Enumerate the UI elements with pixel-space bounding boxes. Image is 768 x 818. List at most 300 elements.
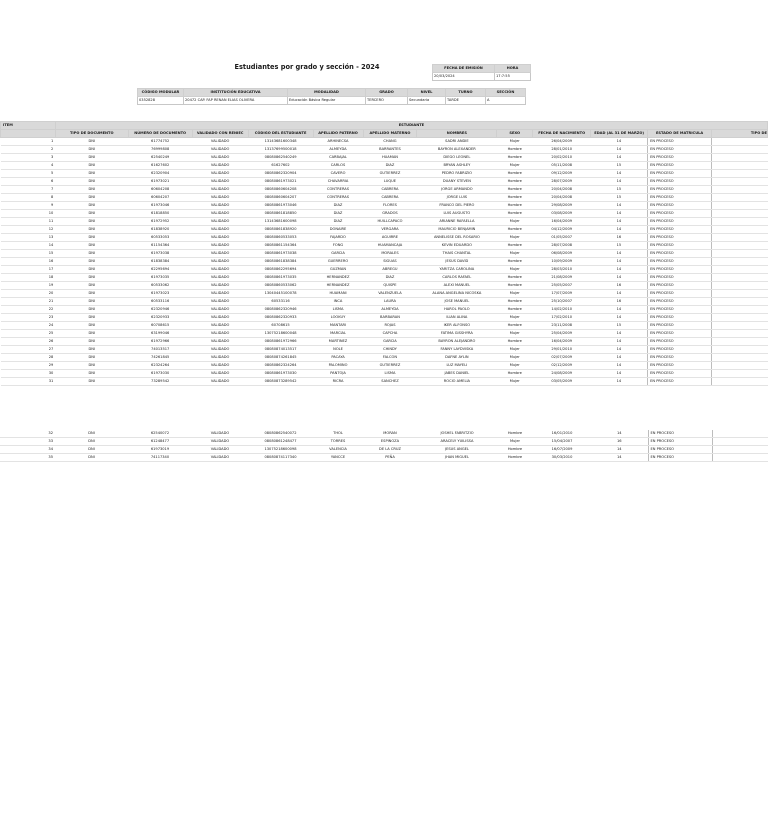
table-row: [1, 322, 768, 330]
cell-item: 18: [1, 274, 56, 282]
cell-item: 10: [1, 210, 56, 218]
cell-doc-type: DNI: [55, 378, 128, 386]
cell-sex: Mujer: [497, 218, 533, 226]
cell-doc-type: DNI: [55, 370, 128, 378]
cell-type: [712, 282, 768, 290]
cell-enrollment: EN PROCESO: [648, 242, 712, 250]
cell-sex: Mujer: [497, 346, 533, 354]
cell-age: 14: [591, 202, 648, 210]
cell-doc-number: 61973021: [128, 178, 192, 186]
cell-birthdate: 29/01/2010: [533, 346, 591, 354]
cell-enrollment: EN PROCESO: [648, 330, 712, 338]
cell-maternal: DE LA CRUZ: [363, 446, 417, 454]
cell-age: 14: [591, 178, 648, 186]
cell-paternal: ARHINECSA: [313, 138, 363, 146]
cell-birthdate: 09/12/2009: [533, 170, 591, 178]
cell-age: 14: [591, 218, 648, 226]
cell-age: 14: [591, 210, 648, 218]
school-value-row: [138, 97, 526, 105]
cell-enrollment: EN PROCESO: [648, 290, 712, 298]
table-row: [1, 202, 768, 210]
cell-doc-type: DNI: [55, 178, 128, 186]
cell-item: 1: [1, 138, 56, 146]
cell-age: 14: [591, 330, 648, 338]
cell-age: 14: [591, 274, 648, 282]
cell-paternal: HUAMANI: [313, 290, 363, 298]
cell-age: 16: [591, 234, 648, 242]
cell-doc-type: DNI: [55, 154, 128, 162]
cell-type: [712, 354, 768, 362]
cell-item: 2: [1, 146, 56, 154]
cell-names: JESUS ANGEL: [417, 446, 497, 454]
cell-reniec: VALIDADO: [192, 314, 248, 322]
cell-enrollment: EN PROCESO: [648, 162, 712, 170]
cell-student-code: 08080861973035: [248, 274, 313, 282]
cell-maternal: LUQUE: [363, 178, 417, 186]
cell-sex: Hombre: [497, 226, 533, 234]
cell-reniec: VALIDADO: [192, 186, 248, 194]
table-row: [1, 162, 768, 170]
cell-age: 14: [591, 354, 648, 362]
table-row: [1, 346, 768, 354]
cell-paternal: RICRA: [313, 378, 363, 386]
cell-enrollment: EN PROCESO: [648, 446, 712, 454]
school-level-header: NIVEL: [408, 89, 446, 97]
cell-type: [712, 218, 768, 226]
cell-type: [712, 226, 768, 234]
cell-names: FANNY LAYDVISKA: [417, 346, 497, 354]
table-row: [1, 226, 768, 234]
cell-sex: Hombre: [497, 146, 533, 154]
cell-reniec: VALIDADO: [192, 370, 248, 378]
cell-doc-number: 62295694: [128, 266, 192, 274]
cell-type: [712, 446, 768, 454]
cell-birthdate: 25/10/2007: [533, 298, 591, 306]
cell-doc-type: DNI: [55, 218, 128, 226]
cell-type: [712, 274, 768, 282]
cell-names: ILIAN ALINA: [417, 314, 497, 322]
cell-paternal: PANTOJA: [313, 370, 363, 378]
cell-paternal: CARBAJAL: [313, 154, 363, 162]
cell-names: IKER ALFONSO: [417, 322, 497, 330]
cell-age: 16: [591, 438, 648, 446]
cell-names: JORGE ARMANDO: [417, 186, 497, 194]
cell-birthdate: 20/04/2008: [533, 186, 591, 194]
cell-maternal: CHANG: [363, 138, 417, 146]
students-table-continued: [0, 430, 768, 462]
cell-age: 15: [591, 242, 648, 250]
cell-maternal: HUAMAN: [363, 154, 417, 162]
cell-enrollment: EN PROCESO: [648, 234, 712, 242]
cell-age: 14: [591, 306, 648, 314]
cell-doc-type: DNI: [55, 454, 128, 462]
cell-student-code: 08080861973046: [248, 202, 313, 210]
cell-birthdate: 23/11/2008: [533, 322, 591, 330]
cell-doc-type: DNI: [55, 346, 128, 354]
cell-sex: Mujer: [497, 354, 533, 362]
cell-maternal: CABRERA: [363, 186, 417, 194]
cell-doc-type: DNI: [55, 170, 128, 178]
cell-student-code: 08080860604208: [248, 186, 313, 194]
cell-birthdate: 03/05/2009: [533, 378, 591, 386]
emission-time: 17:7:55: [495, 73, 531, 81]
cell-student-code: 08080862320904: [248, 170, 313, 178]
cell-doc-number: 61973046: [128, 202, 192, 210]
cell-item: 4: [1, 162, 56, 170]
cell-item: 25: [1, 330, 56, 338]
page-title: Estudiantes por grado y sección - 2024: [234, 63, 380, 71]
table-row: [0, 446, 768, 454]
cell-enrollment: EN PROCESO: [648, 454, 712, 462]
col-paternal-header: APELLIDO PATERNO: [313, 130, 363, 138]
cell-type: [712, 154, 768, 162]
cell-doc-type: DNI: [55, 202, 128, 210]
cell-doc-number: 60533062: [128, 282, 192, 290]
cell-paternal: PACAYA: [313, 354, 363, 362]
cell-doc-number: 60533116: [128, 298, 192, 306]
table-row: [1, 258, 768, 266]
cell-doc-number: 61972952: [128, 218, 192, 226]
cell-birthdate: 20/04/2008: [533, 194, 591, 202]
cell-student-code: 08080861973038: [248, 250, 313, 258]
cell-enrollment: EN PROCESO: [648, 314, 712, 322]
cell-type: [712, 250, 768, 258]
cell-maternal: VALENZUELA: [363, 290, 417, 298]
table-row: [0, 430, 768, 438]
cell-birthdate: 28/03/2010: [533, 266, 591, 274]
cell-maternal: MORALES: [363, 250, 417, 258]
cell-item: 3: [1, 154, 56, 162]
cell-reniec: VALIDADO: [192, 178, 248, 186]
cell-doc-type: DNI: [55, 146, 128, 154]
cell-student-code: 13143681600348: [248, 138, 313, 146]
cell-names: ALANA ANGELINA NICOSKA: [417, 290, 497, 298]
cell-sex: Mujer: [497, 234, 533, 242]
students-body: [1, 138, 768, 386]
table-row: [1, 282, 768, 290]
cell-item: 6: [1, 178, 56, 186]
table-row: [1, 330, 768, 338]
cell-type: [712, 242, 768, 250]
school-shift-header: TURNO: [446, 89, 486, 97]
cell-sex: Hombre: [497, 178, 533, 186]
cell-type: [712, 210, 768, 218]
cell-sex: Hombre: [497, 242, 533, 250]
cell-type: [712, 186, 768, 194]
cell-maternal: PEÑA: [363, 454, 417, 462]
cell-enrollment: EN PROCESO: [648, 306, 712, 314]
table-row: [1, 234, 768, 242]
cell-enrollment: EN PROCESO: [648, 210, 712, 218]
cell-doc-type: DNI: [55, 430, 128, 438]
school-grade: TERCERO: [366, 97, 408, 105]
cell-sex: Hombre: [497, 306, 533, 314]
cell-student-code: 60708615: [248, 322, 313, 330]
cell-names: ANNELISSE DEL ROSARIO: [417, 234, 497, 242]
cell-item: 24: [1, 322, 56, 330]
cell-birthdate: 25/04/2009: [533, 330, 591, 338]
cell-doc-number: 60533053: [128, 234, 192, 242]
cell-maternal: CHINDY: [363, 346, 417, 354]
cell-birthdate: 17/02/2010: [533, 314, 591, 322]
cell-sex: Hombre: [497, 170, 533, 178]
cell-maternal: GRADOS: [363, 210, 417, 218]
cell-paternal: HERNANDEZ: [313, 274, 363, 282]
cell-maternal: DIAZ: [363, 162, 417, 170]
cell-reniec: VALIDADO: [192, 346, 248, 354]
cell-sex: Mujer: [497, 162, 533, 170]
cell-paternal: PALOMINO: [313, 362, 363, 370]
cell-student-code: 08080873289542: [248, 378, 313, 386]
cell-birthdate: 29/08/2009: [533, 202, 591, 210]
cell-names: JHAN MIGUEL: [417, 454, 497, 462]
cell-sex: Hombre: [497, 258, 533, 266]
column-header-row: [1, 130, 768, 138]
cell-sex: Mujer: [497, 290, 533, 298]
cell-age: 15: [591, 194, 648, 202]
cell-reniec: VALIDADO: [192, 298, 248, 306]
cell-student-code: 08080862320933: [248, 314, 313, 322]
cell-type: [712, 234, 768, 242]
table-row: [1, 306, 768, 314]
cell-paternal: THOL: [313, 430, 363, 438]
cell-birthdate: 30/03/2010: [533, 454, 591, 462]
cell-doc-type: DNI: [55, 242, 128, 250]
cell-item: 20: [1, 290, 56, 298]
table-row: [1, 186, 768, 194]
cell-doc-number: 61838920: [128, 226, 192, 234]
cell-names: YARITZA CAROLINA: [417, 266, 497, 274]
cell-student-code: 08080860604207: [248, 194, 313, 202]
cell-paternal: TORRES: [313, 438, 363, 446]
school-section: A: [486, 97, 526, 105]
cell-enrollment: EN PROCESO: [648, 274, 712, 282]
cell-item: 11: [1, 218, 56, 226]
cell-enrollment: EN PROCESO: [648, 322, 712, 330]
cell-type: [712, 266, 768, 274]
cell-paternal: FAJARDO: [313, 234, 363, 242]
cell-reniec: VALIDADO: [192, 446, 248, 454]
col-reniec-header: VALIDADO CON RENIEC: [192, 130, 248, 138]
cell-paternal: MARTINEZ: [313, 338, 363, 346]
cell-paternal: YANCCE: [313, 454, 363, 462]
table-row: [1, 338, 768, 346]
cell-type: [712, 314, 768, 322]
cell-type: [712, 202, 768, 210]
cell-names: JORGE LUIS: [417, 194, 497, 202]
cell-enrollment: EN PROCESO: [648, 266, 712, 274]
table-row: [0, 454, 768, 462]
cell-item: 7: [1, 186, 56, 194]
cell-enrollment: EN PROCESO: [648, 218, 712, 226]
cell-type: [712, 290, 768, 298]
cell-birthdate: 02/07/2009: [533, 354, 591, 362]
cell-item: 22: [1, 306, 56, 314]
cell-maternal: LISMA: [363, 370, 417, 378]
cell-names: HAROL PAOLO: [417, 306, 497, 314]
cell-student-code: 08080861972966: [248, 338, 313, 346]
group-header-row: [1, 122, 768, 130]
table-row: [1, 362, 768, 370]
cell-enrollment: EN PROCESO: [648, 430, 712, 438]
cell-type: [712, 258, 768, 266]
cell-maternal: LAURA: [363, 298, 417, 306]
school-code-header: CÓDIGO MODULAR: [138, 89, 184, 97]
cell-age: 14: [591, 314, 648, 322]
cell-doc-type: DNI: [55, 362, 128, 370]
cell-paternal: ALMEYDA: [313, 146, 363, 154]
cell-names: PEDRO FABRIZIO: [417, 170, 497, 178]
cell-paternal: DIAZ: [313, 210, 363, 218]
cell-reniec: VALIDADO: [192, 234, 248, 242]
cell-age: 16: [591, 298, 648, 306]
cell-sex: Hombre: [497, 298, 533, 306]
cell-maternal: BARBARAN: [363, 314, 417, 322]
cell-reniec: VALIDADO: [192, 330, 248, 338]
cell-names: MAURICIO BENJAMIN: [417, 226, 497, 234]
school-header-row: [138, 89, 526, 97]
cell-type: [712, 346, 768, 354]
emission-value-row: [433, 73, 531, 81]
table-row: [0, 438, 768, 446]
emission-table: [432, 64, 531, 81]
cell-birthdate: 16/04/2009: [533, 218, 591, 226]
cell-student-code: 08080861838920: [248, 226, 313, 234]
col-birthdate-header: FECHA DE NACIMIENTO: [533, 130, 591, 138]
cell-sex: Mujer: [497, 330, 533, 338]
cell-maternal: QUISPE: [363, 282, 417, 290]
cell-enrollment: EN PROCESO: [648, 378, 712, 386]
cell-names: BAYRON ALEJANDRO: [417, 338, 497, 346]
cell-maternal: GUTIERREZ: [363, 362, 417, 370]
cell-age: 14: [591, 138, 648, 146]
cell-birthdate: 03/08/2009: [533, 210, 591, 218]
cell-age: 15: [591, 322, 648, 330]
cell-sex: Hombre: [497, 430, 533, 438]
cell-doc-type: DNI: [55, 210, 128, 218]
cell-type: [712, 162, 768, 170]
cell-maternal: HUILLCAPACO: [363, 218, 417, 226]
cell-item: 23: [1, 314, 56, 322]
cell-reniec: VALIDADO: [192, 154, 248, 162]
table-row: [1, 274, 768, 282]
cell-doc-type: DNI: [55, 314, 128, 322]
cell-doc-number: 76999808: [128, 146, 192, 154]
cell-enrollment: EN PROCESO: [648, 138, 712, 146]
cell-age: 15: [591, 162, 648, 170]
cell-doc-type: DNI: [55, 250, 128, 258]
cell-birthdate: 16/04/2009: [533, 338, 591, 346]
cell-paternal: GARCIA: [313, 250, 363, 258]
school-modality: Educación Básica Regular: [288, 97, 366, 105]
table-row: [1, 266, 768, 274]
cell-doc-number: 61973023: [128, 290, 192, 298]
cell-age: 14: [591, 362, 648, 370]
cell-maternal: GUTIERREZ: [363, 170, 417, 178]
cell-doc-number: 61973038: [128, 250, 192, 258]
cell-names: KEVIN EDUARDO: [417, 242, 497, 250]
table-row: [1, 178, 768, 186]
cell-reniec: VALIDADO: [192, 210, 248, 218]
cell-doc-number: 62324264: [128, 362, 192, 370]
school-table: [137, 88, 526, 105]
cell-reniec: VALIDADO: [192, 138, 248, 146]
school-section-header: SECCIÓN: [486, 89, 526, 97]
cell-names: JABES DANIEL: [417, 370, 497, 378]
cell-names: JOSHEL FABRITZIO: [417, 430, 497, 438]
cell-reniec: VALIDADO: [192, 258, 248, 266]
cell-reniec: VALIDADO: [192, 362, 248, 370]
cell-item: 26: [1, 338, 56, 346]
cell-birthdate: 26/04/2009: [533, 138, 591, 146]
cell-birthdate: 06/08/2009: [533, 250, 591, 258]
cell-birthdate: 01/05/2007: [533, 234, 591, 242]
table-row: [1, 146, 768, 154]
cell-maternal: FLORES: [363, 202, 417, 210]
cell-birthdate: 28/01/2010: [533, 146, 591, 154]
cell-maternal: AGUIRRE: [363, 234, 417, 242]
cell-reniec: VALIDADO: [192, 306, 248, 314]
cell-paternal: LISMA: [313, 306, 363, 314]
cell-student-code: 13075218600098: [248, 446, 313, 454]
cell-birthdate: 28/07/2009: [533, 178, 591, 186]
cell-names: FATIMA GISSHYRA: [417, 330, 497, 338]
cell-doc-type: DNI: [55, 354, 128, 362]
cell-item: 29: [1, 362, 56, 370]
cell-sex: Mujer: [497, 138, 533, 146]
cell-names: JESUS DAVID: [417, 258, 497, 266]
cell-reniec: VALIDADO: [192, 322, 248, 330]
cell-type: [712, 170, 768, 178]
cell-maternal: GARCIA: [363, 338, 417, 346]
school-name: 20472 CAP. FAP RENAN ELIAS OLIVERA: [184, 97, 288, 105]
cell-names: ROCIO AMELIA: [417, 378, 497, 386]
cell-item: 17: [1, 266, 56, 274]
table-row: [1, 218, 768, 226]
cell-student-code: 08080861818850: [248, 210, 313, 218]
cell-doc-type: DNI: [55, 274, 128, 282]
cell-item: 13: [1, 234, 56, 242]
col-student-code-header: CÓDIGO DEL ESTUDIANTE: [248, 130, 313, 138]
cell-doc-number: 61818850: [128, 210, 192, 218]
students-body-continued: [0, 430, 768, 462]
cell-reniec: VALIDADO: [192, 146, 248, 154]
cell-enrollment: EN PROCESO: [648, 346, 712, 354]
cell-student-code: 08080861973021: [248, 178, 313, 186]
cell-birthdate: 20/02/2010: [533, 154, 591, 162]
cell-birthdate: 25/05/2007: [533, 282, 591, 290]
cell-doc-type: DNI: [55, 446, 128, 454]
cell-doc-type: DNI: [55, 138, 128, 146]
cell-maternal: ESPINOZA: [363, 438, 417, 446]
cell-item: 12: [1, 226, 56, 234]
cell-doc-type: DNI: [55, 234, 128, 242]
item-header: ITEM: [1, 122, 56, 130]
cell-names: SADRI ANDIE: [417, 138, 497, 146]
cell-sex: Mujer: [497, 314, 533, 322]
cell-enrollment: EN PROCESO: [648, 258, 712, 266]
students-table: [0, 121, 768, 386]
cell-item: 27: [1, 346, 56, 354]
cell-reniec: VALIDADO: [192, 290, 248, 298]
cell-names: DIEGO LEONEL: [417, 154, 497, 162]
cell-item: 32: [0, 430, 55, 438]
cell-paternal: GUZMAN: [313, 266, 363, 274]
cell-age: 14: [591, 338, 648, 346]
cell-age: 14: [591, 258, 648, 266]
cell-reniec: VALIDADO: [192, 242, 248, 250]
cell-names: CARLOS RAFAEL: [417, 274, 497, 282]
